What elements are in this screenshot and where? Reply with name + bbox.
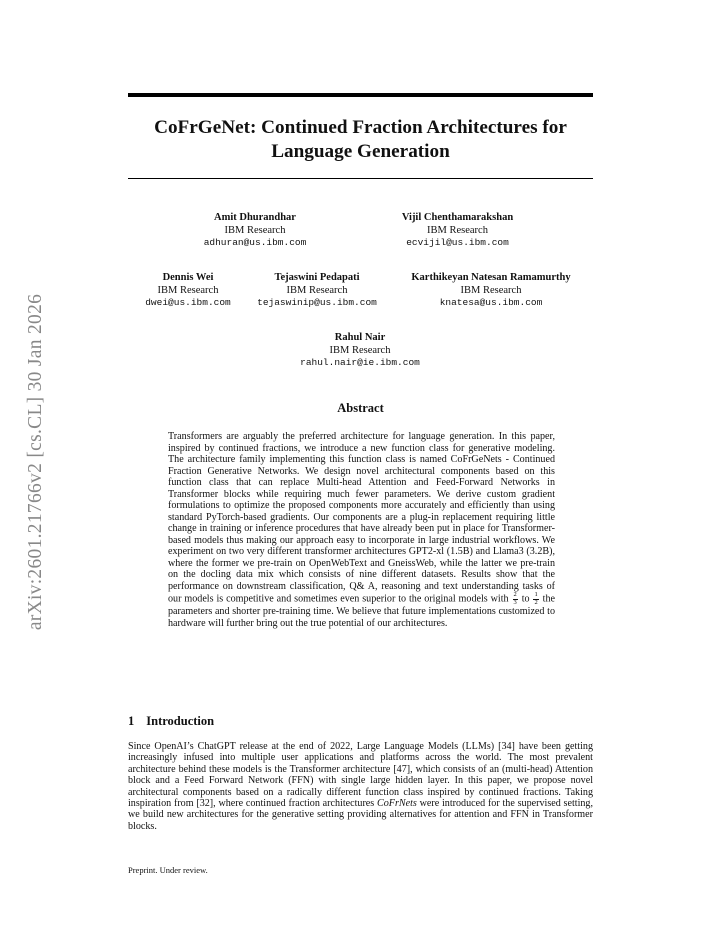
author-name: Tejaswini Pedapati [274, 272, 360, 283]
fraction-one-half [533, 592, 538, 606]
intro-text: Since OpenAI’s ChatGPT release at the end of 2022, Large Language Models (LLMs) [34] have been getting increasingly infused into multiple user applications and platforms across the world. The most prevalent architecture behind these models is the Transformer architecture [47], which consists of an (multi-head) Attention block and a Feed Forward Network (FFN) with single large hidden layer. In this paper, we propose novel architectural components based on a radically different function class inspired by continued fractions. Taking inspiration from [32], where continued fraction architectures [128, 741, 593, 810]
author-email[interactable]: rahul.nair@ie.ibm.com [300, 357, 420, 368]
author-affiliation: IBM Research [157, 284, 219, 296]
paper-title: CoFrGeNet: Continued Fraction Architectures for Language Generation [154, 117, 567, 162]
author-block [280, 332, 440, 370]
preprint-footer: Preprint. Under review. [128, 865, 208, 875]
author-affiliation: IBM Research [224, 224, 286, 236]
intro-text: were introduced for the supervised setting, we build new architectures for the generative setting providing alternatives for attention and FFN in Transformer blocks. [128, 798, 593, 832]
author-name: Vijil Chenthamarakshan [401, 212, 514, 223]
author-affiliation: IBM Research [286, 284, 348, 296]
section-title: Introduction [146, 714, 215, 728]
author-email[interactable]: knatesa@us.ibm.com [439, 297, 543, 308]
abstract-text: to [521, 593, 530, 605]
author-email[interactable]: ecvijil@us.ibm.com [406, 237, 509, 248]
author-affiliation: IBM Research [460, 284, 522, 296]
abstract-body [168, 431, 555, 629]
author-block [385, 212, 530, 250]
fraction-numerator: 2 [513, 591, 517, 598]
title-top-rule [128, 93, 593, 97]
author-name: Rahul Nair [334, 332, 386, 343]
fraction-denominator: 3 [513, 598, 517, 606]
author-email[interactable]: adhuran@us.ibm.com [203, 237, 307, 248]
fraction-denominator: 2 [534, 598, 538, 606]
abstract-text: the parameters and shorter pre-training time. We believe that future implementations customized to hardware will further bring out the true potential of our architectures. [168, 593, 555, 629]
section-heading [128, 714, 214, 729]
author-block [133, 272, 243, 310]
author-name: Karthikeyan Natesan Ramamurthy [411, 272, 571, 283]
author-name: Dennis Wei [162, 272, 214, 283]
title-bottom-rule [128, 178, 593, 179]
section-number: 1 [128, 714, 135, 728]
author-block [190, 212, 320, 250]
author-name: Amit Dhurandhar [214, 212, 296, 223]
intro-paragraph [128, 741, 593, 832]
author-affiliation: IBM Research [427, 224, 488, 236]
intro-emphasis: CoFrNets [377, 798, 417, 810]
author-email[interactable]: dwei@us.ibm.com [145, 297, 231, 308]
author-email[interactable]: tejaswinip@us.ibm.com [257, 297, 377, 308]
author-block [395, 272, 587, 310]
abstract-heading: Abstract [337, 401, 384, 415]
author-affiliation: IBM Research [329, 344, 391, 356]
fraction-two-thirds [513, 592, 518, 606]
author-block [248, 272, 386, 310]
arxiv-id-text: arXiv:2601.21766v2 [cs.CL] 30 Jan 2026 [25, 293, 47, 631]
arxiv-identifier [6, 293, 66, 631]
fraction-numerator: 1 [534, 591, 538, 598]
abstract-text: Transformers are arguably the preferred architecture for language generation. In this paper, inspired by continued fractions, we introduce a new function class for generative modeling. The architecture family implementing this function class is named CoFrGeNets - Continued Fraction Generative Networks. We design novel architectural components based on this function class that can replace Multi-head Attention and Feed-Forward Networks in Transformer blocks while requiring much fewer parameters. We derive custom gradient formulations to optimize the proposed components more accurately and efficiently than using standard PyTorch-based gradients. Our components are a plug-in replacement requiring little change in training or inference procedures that have already been put in place for Transformer-based models thus making our approach easy to incorporate in large industrial workflows. We experiment on two very different transformer architectures GPT2-xl (1.5B) and Llama3 (3.2B), where the former we pre-train on OpenWebText and GneissWeb, while the latter we pre-train on the docling data mix which consists of nine different datasets. Results show that the performance on downstream classification, Q& A, reasoning and text understanding tasks of our models is competitive and sometimes even superior to the original models with [168, 431, 555, 605]
